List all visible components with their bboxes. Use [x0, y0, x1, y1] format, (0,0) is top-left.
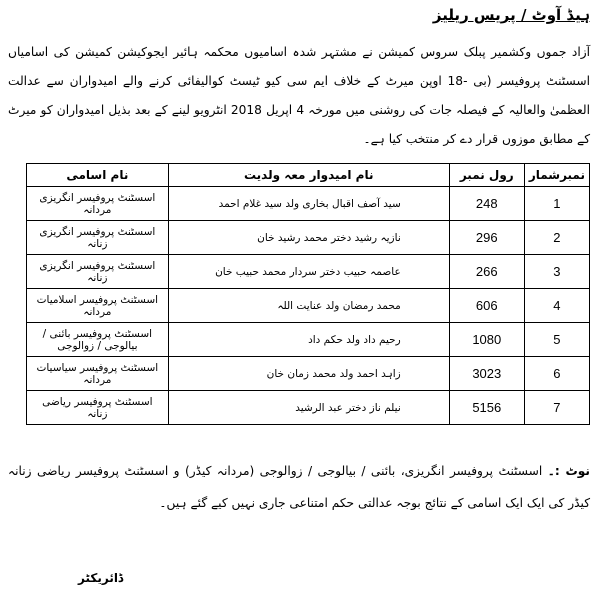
serial-cell: 3 — [524, 255, 589, 289]
header-roll-number: رول نمبر — [449, 164, 524, 187]
post-name-cell: اسسٹنٹ پروفیسر انگریزی زنانہ — [27, 221, 169, 255]
serial-cell: 1 — [524, 187, 589, 221]
table-row — [27, 391, 590, 425]
roll-number-cell: 3023 — [449, 357, 524, 391]
roll-number-cell: 606 — [449, 289, 524, 323]
candidate-name-cell: محمد رمضان ولد عنایت اللہ — [168, 289, 449, 323]
post-name-cell: اسسٹنٹ پروفیسر سیاسیات مردانہ — [27, 357, 169, 391]
roll-number-cell: 1080 — [449, 323, 524, 357]
note-label: نوٹ :۔ — [547, 464, 590, 478]
post-name-cell: اسسٹنٹ پروفیسر انگریزی مردانہ — [27, 187, 169, 221]
table-row — [27, 357, 590, 391]
results-table — [26, 163, 590, 425]
signature-title: ڈائریکٹر — [78, 571, 124, 585]
intro-paragraph: آزاد جموں وکشمیر پبلک سروس کمیشن نے مشتہر شدہ اسامیوں محکمہ ہائیر ایجوکیشن کمیشن کی اسامیاں اسسٹنٹ پروفیسر (بی -18 اوپن میرٹ کے خلاف ایم سی کیو ٹیسٹ کوالیفائی کرنے والے امیدواران سے عدالت العظمیٰ والعالیہ کے فیصلہ جات کی روشنی میں مورخہ 4 اپریل 2018 انٹرویو لینے کے بعد بذیل امیدواران کو میرٹ کے مطابق موزوں قرار دے کر منتخب کیا ہے۔ — [8, 45, 591, 146]
roll-number-cell: 266 — [449, 255, 524, 289]
table-row — [27, 187, 590, 221]
header-post-name: نام اسامی — [27, 164, 169, 187]
candidate-name-cell: نیلم ناز دختر عبد الرشید — [168, 391, 449, 425]
post-name-cell: اسسٹنٹ پروفیسر ریاضی زنانہ — [27, 391, 169, 425]
post-name-cell: اسسٹنٹ پروفیسر انگریزی زنانہ — [27, 255, 169, 289]
table-row — [27, 323, 590, 357]
candidate-name-cell: سید آصف اقبال بخاری ولد سید غلام احمد — [168, 187, 449, 221]
header-serial: نمبرشمار — [524, 164, 589, 187]
header-candidate-name: نام امیدوار معہ ولدیت — [168, 164, 449, 187]
table-row — [27, 221, 590, 255]
table-row — [27, 255, 590, 289]
candidate-name-cell: عاصمہ حبیب دختر سردار محمد حبیب خان — [168, 255, 449, 289]
table-header-row — [27, 164, 590, 187]
post-name-cell: اسسٹنٹ پروفیسر اسلامیات مردانہ — [27, 289, 169, 323]
candidate-name-cell: رحیم داد ولد حکم داد — [168, 323, 449, 357]
serial-cell: 4 — [524, 289, 589, 323]
roll-number-cell: 248 — [449, 187, 524, 221]
roll-number-cell: 296 — [449, 221, 524, 255]
note-paragraph — [8, 455, 590, 519]
serial-cell: 7 — [524, 391, 589, 425]
page-heading: ہیڈ آوٹ / پریس ریلیز — [432, 6, 590, 24]
serial-cell: 5 — [524, 323, 589, 357]
serial-cell: 6 — [524, 357, 589, 391]
candidate-name-cell: زاہد احمد ولد محمد زمان خان — [168, 357, 449, 391]
serial-cell: 2 — [524, 221, 589, 255]
table-row — [27, 289, 590, 323]
post-name-cell: اسسٹنٹ پروفیسر بائنی / بیالوجی / زوالوجی — [27, 323, 169, 357]
roll-number-cell: 5156 — [449, 391, 524, 425]
candidate-name-cell: نازیہ رشید دختر محمد رشید خان — [168, 221, 449, 255]
note-text: اسسٹنٹ پروفیسر انگریزی، بائنی / بیالوجی / زوالوجی (مردانہ کیڈر) و اسسٹنٹ پروفیسر ریاضی زنانہ کیڈر کی ایک ایک اسامی کے نتائج بوجہ عدالتی حکم امتناعی جاری نہیں کیے گئے ہیں۔ — [8, 464, 590, 510]
